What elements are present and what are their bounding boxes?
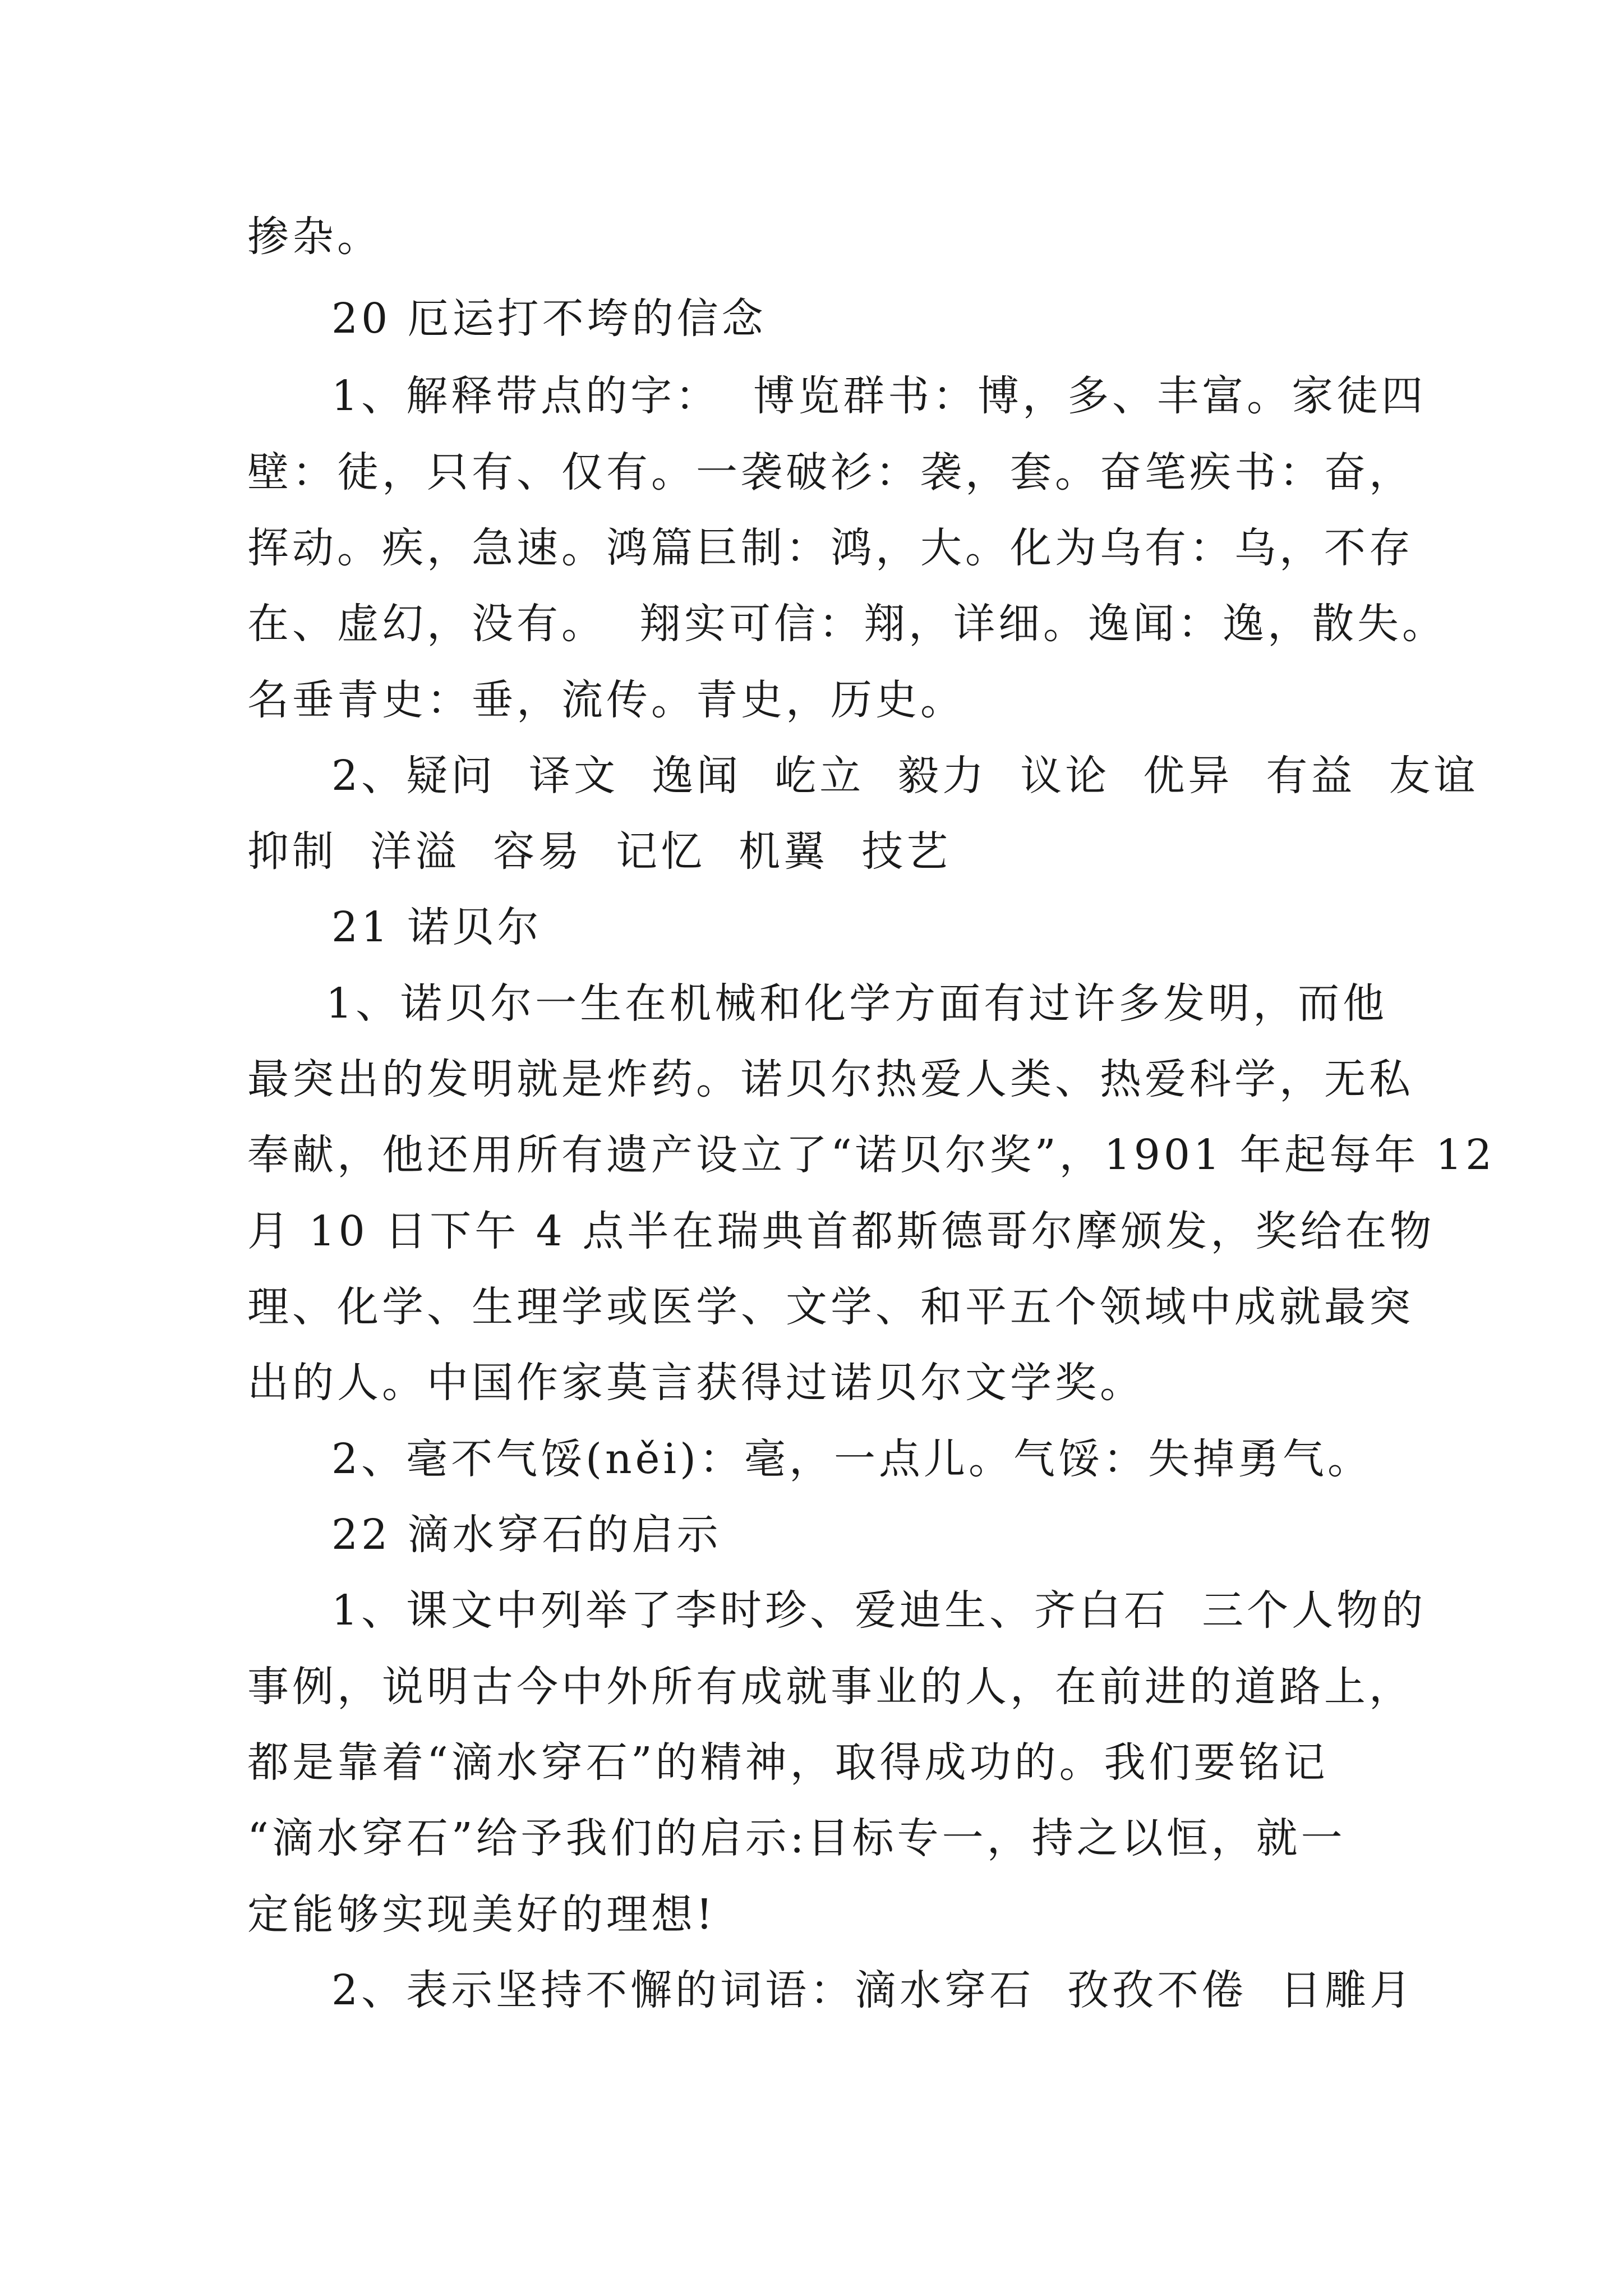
text-line: 1、解释带点的字： 博览群书：博，多、丰富。家徒四 bbox=[331, 372, 1427, 420]
text-line: 掺杂。 bbox=[247, 213, 382, 261]
text-line: 抑制 洋溢 容易 记忆 机翼 技艺 bbox=[247, 827, 952, 876]
text-line: 奉献，他还用所有遗产设立了“诺贝尔奖”，1901 年起每年 12 bbox=[247, 1131, 1496, 1179]
text-line: 事例，说明古今中外所有成就事业的人，在前进的道路上， bbox=[247, 1663, 1414, 1711]
text-line: 最突出的发明就是炸药。诺贝尔热爱人类、热爱科学，无私 bbox=[247, 1055, 1414, 1103]
text-line: 2、表示坚持不懈的词语：滴水穿石 孜孜不倦 日雕月 bbox=[331, 1966, 1415, 2014]
text-line: 2、疑问 译文 逸闻 屹立 毅力 议论 优异 有益 友谊 bbox=[331, 752, 1479, 800]
section-heading: 20 厄运打不垮的信念 bbox=[331, 295, 767, 343]
text-line: 1、诺贝尔一生在机械和化学方面有过许多发明，而他 bbox=[326, 979, 1388, 1028]
text-line: 1、课文中列举了李时珍、爱迪生、齐白石 三个人物的 bbox=[331, 1586, 1427, 1635]
text-line: 在、虚幻，没有。 翔实可信：翔，详细。逸闻：逸，散失。 bbox=[247, 600, 1447, 648]
section-heading: 22 滴水穿石的启示 bbox=[331, 1511, 722, 1559]
text-line: 月 10 日下午 4 点半在瑞典首都斯德哥尔摩颁发，奖给在物 bbox=[247, 1207, 1435, 1255]
text-line: 2、毫不气馁(něi)：毫，一点儿。气馁：失掉勇气。 bbox=[331, 1435, 1372, 1483]
text-line: 名垂青史：垂，流传。青史，历史。 bbox=[247, 676, 965, 724]
text-line: 挥动。疾，急速。鸿篇巨制：鸿，大。化为乌有：乌，不存 bbox=[247, 524, 1414, 572]
text-line: 壁：徒，只有、仅有。一袭破衫：袭，套。奋笔疾书：奋， bbox=[247, 448, 1414, 496]
text-line: 理、化学、生理学或医学、文学、和平五个领域中成就最突 bbox=[247, 1283, 1414, 1331]
text-line: 都是靠着“滴水穿石”的精神，取得成功的。我们要铭记 bbox=[247, 1738, 1329, 1787]
section-heading: 21 诺贝尔 bbox=[331, 903, 542, 951]
text-line: “滴水穿石”给予我们的启示:目标专一，持之以恒，就一 bbox=[247, 1814, 1346, 1862]
text-line: 定能够实现美好的理想! bbox=[247, 1890, 716, 1939]
text-line: 出的人。中国作家莫言获得过诺贝尔文学奖。 bbox=[247, 1359, 1145, 1407]
